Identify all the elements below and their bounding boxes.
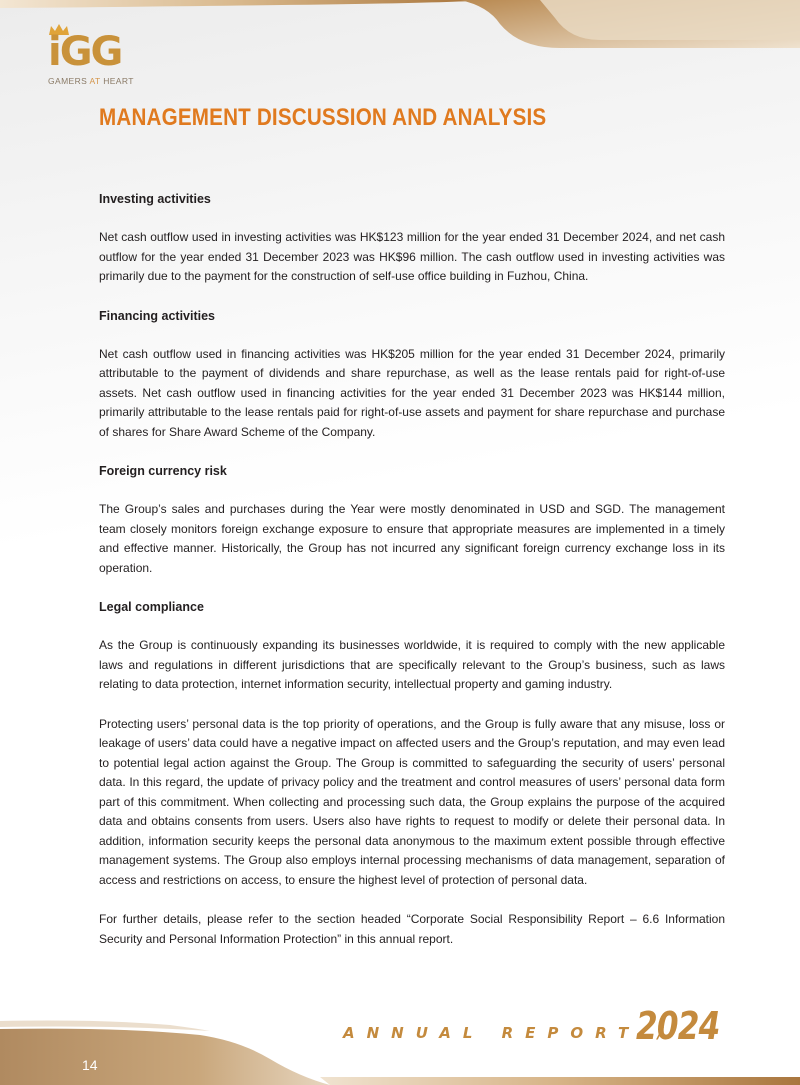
section-heading-investing: Investing activities [99, 192, 211, 206]
paragraph-legal-1: As the Group is continuously expanding its businesses worldwide, it is required to comply with the new applicable laws and regulations in different jurisdictions that are specifically relevant to the Group’s business, such as laws relating to data protection, internet information security, intellectual property and gaming industry. [99, 638, 725, 691]
paragraph-foreign-currency: The Group’s sales and purchases during the Year were mostly denominated in USD and SGD. The management team closely monitors foreign exchange exposure to ensure that appropriate measures are implemented in a timely and effective manner. Historically, the Group has not incurred any significant foreign currency exchange loss in its operation. [99, 502, 725, 575]
report-year: 2024 [636, 1004, 720, 1048]
main-content [99, 190, 725, 949]
annual-report-label: ANNUAL REPORT / [343, 1024, 675, 1042]
igg-logo [46, 22, 142, 92]
section-heading-legal: Legal compliance [99, 600, 204, 614]
paragraph-legal-3: For further details, please refer to the section headed “Corporate Social Responsibility Report – 6.6 Information Security and Personal Information Protection” in this annual report. [99, 912, 725, 946]
paragraph-financing: Net cash outflow used in financing activities was HK$205 million for the year ended 31 December 2024, primarily attributable to the payment of dividends and share repurchase, as well as the lease rentals paid for right-of-use assets. Net cash outflow used in financing activities for the year ended 31 December 2023 was HK$144 million, primarily attributable to the lease rentals paid for right-of-use assets and payment for share repurchase and purchase of shares for Share Award Scheme of the Company. [99, 346, 725, 439]
section-heading-foreign-currency: Foreign currency risk [99, 464, 227, 478]
page-number: 14 [82, 1057, 98, 1073]
logo-letters: iGG [48, 29, 122, 75]
paragraph-investing: Net cash outflow used in investing activities was HK$123 million for the year ended 31 December 2024, and net cash outflow for the year ended 31 December 2023 was HK$96 million. The cash outflow used in investing activities was primarily due to the payment for the construction of self-use office building in Fuzhou, China. [99, 230, 725, 283]
paragraph-legal-2: Protecting users’ personal data is the top priority of operations, and the Group is fully aware that any misuse, loss or leakage of users’ data could have a negative impact on affected users and the Group’s reputation, and may even lead to potential legal action against the Group. The Group is committed to safeguarding the security of users’ personal data. In this regard, the update of privacy policy and the treatment and control measures of users’ personal data form part of this commitment. When collecting and processing such data, the Group explains the purpose of the acquired data and obtains consents from users. Users also have rights to request to modify or delete their personal data. In addition, information security keeps the personal data anonymous to the maximum extent possible through effective management systems. The Group also employs internal processing mechanisms of data management, separation of access and restrictions on access, to ensure the highest level of protection of personal data. [99, 716, 725, 887]
page-title: MANAGEMENT DISCUSSION AND ANALYSIS [99, 104, 547, 131]
section-heading-financing: Financing activities [99, 308, 216, 323]
logo-tagline: GAMERS AT HEART [48, 76, 134, 86]
